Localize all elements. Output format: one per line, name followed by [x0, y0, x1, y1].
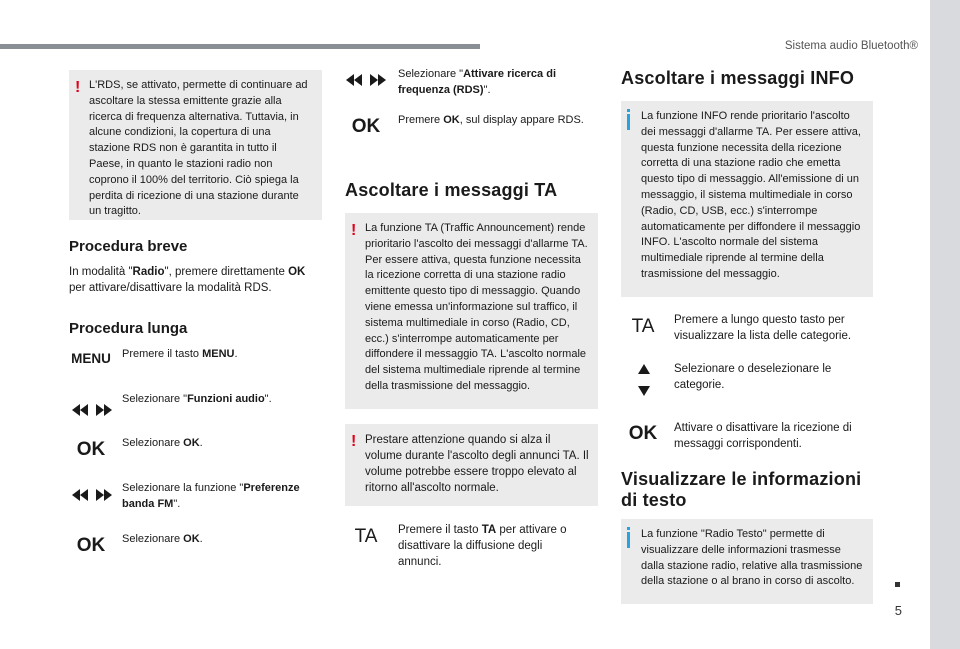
ok-button-icon: OK	[76, 535, 106, 556]
volume-warning-text: Prestare attenzione quando si alza il volume durante l'ascolto degli annunci TA. Il volume potrebbe essere troppo elevato al ritorno all'ascolto normale.	[365, 434, 589, 494]
rds-warning-text: L'RDS, se attivato, permette di continuare ad ascoltare la stessa emittente grazie alla ricerca di frequenza alternativa. Tuttavia, in alcune condizioni, la copertura di una stazione RDS non è garantita in tutto il Paese, in quanto le stazioni radio non coprono il 100% del territorio. Ciò spiega la perdita di ricezione di una stazione durante un tragitto.	[89, 79, 308, 218]
up-down-arrows-icon	[637, 364, 651, 400]
ok-button-icon: OK	[351, 116, 381, 137]
rds-warning-box	[69, 70, 322, 220]
text-note-box	[621, 519, 873, 604]
ta-step: Premere il tasto TA per attivare o disattivare la diffusione degli annunci.	[398, 524, 567, 568]
info-step-2: Selezionare o deselezionare le categorie.	[674, 363, 832, 391]
info-icon	[627, 114, 630, 130]
ta-warning-box	[345, 213, 598, 409]
long-step-3: Selezionare OK.	[122, 437, 203, 449]
page-number: 5	[894, 603, 902, 618]
warning-icon: !	[351, 222, 357, 239]
info-step-3: Attivare o disattivare la ricezione di messaggi corrispondenti.	[674, 422, 852, 450]
left-right-arrows-icon	[72, 488, 112, 500]
left-right-arrows-icon	[346, 73, 386, 85]
long-procedure-title: Procedura lunga	[69, 320, 188, 337]
page-sidebar	[930, 0, 960, 649]
info-section-title: Ascoltare i messaggi INFO	[621, 68, 855, 88]
page-corner-mark	[895, 582, 900, 587]
header-bar	[0, 44, 480, 49]
short-procedure-text: In modalità "Radio", premere direttamente OK per attivare/disattivare la modalità RDS.	[69, 266, 306, 294]
long-step-2: Selezionare "Funzioni audio".	[122, 393, 272, 405]
long-step-4: Selezionare la funzione "Preferenze banda FM".	[122, 482, 300, 510]
left-right-arrows-icon	[72, 403, 112, 415]
info-note-text: La funzione INFO rende prioritario l'ascolto dei messaggi d'allarme TA. Per essere attiva, questa funzione necessita della ricezione corretta di una stazione radio che emetta questo tipo di messaggio. All'emissione di un messaggio, il sistema multimediale in corso (Radio, CD, USB, ecc.) s'interrompe automaticamente per diffondere il messaggio INFO. L'ascolto normale del sistema multimediale riprende al termine della trasmissione del messaggio.	[641, 110, 861, 280]
rds-step-2: Premere OK, sul display appare RDS.	[398, 114, 584, 126]
rds-step-1: Selezionare "Attivare ricerca di frequenza (RDS)".	[398, 68, 556, 96]
long-step-5: Selezionare OK.	[122, 533, 203, 545]
text-section-title: Visualizzare le informazioni di testo	[621, 469, 862, 510]
short-procedure-title: Procedura breve	[69, 238, 188, 255]
ta-button-icon: TA	[354, 526, 378, 547]
ok-button-icon: OK	[76, 439, 106, 460]
info-icon	[627, 532, 630, 548]
info-note-box	[621, 101, 873, 297]
text-note-text: La funzione "Radio Testo" permette di visualizzare delle informazioni trasmesse dalla stazione radio, relative alla trasmissione della stazione o al brano in corso di ascolto.	[641, 528, 863, 588]
warning-icon: !	[75, 79, 81, 96]
long-step-1: Premere il tasto MENU.	[122, 348, 238, 360]
ok-button-icon: OK	[628, 423, 658, 444]
ta-warning-text: La funzione TA (Traffic Announcement) rende prioritario l'ascolto dei messaggi d'allarme TA. Per essere attiva, questa funzione necessita la ricezione corretta di una stazione radio emittente questo tipo di messaggio. Quando viene emessa un'informazione sul traffico, il sistema multimediale in corso (Radio, CD, ecc.) s'interrompe automaticamente per diffondere il messaggio TA. L'ascolto normale del sistema multimediale riprende al termine della trasmissione del messaggio.	[365, 222, 588, 392]
ta-button-icon: TA	[631, 316, 655, 337]
info-step-1: Premere a lungo questo tasto per visualizzare la lista delle categorie.	[674, 314, 852, 342]
ta-section-title: Ascoltare i messaggi TA	[345, 180, 558, 200]
section-title: Sistema audio Bluetooth®	[784, 40, 918, 52]
menu-button-icon: MENU	[71, 351, 111, 366]
volume-warning-box	[345, 424, 598, 506]
warning-icon: !	[351, 433, 357, 450]
